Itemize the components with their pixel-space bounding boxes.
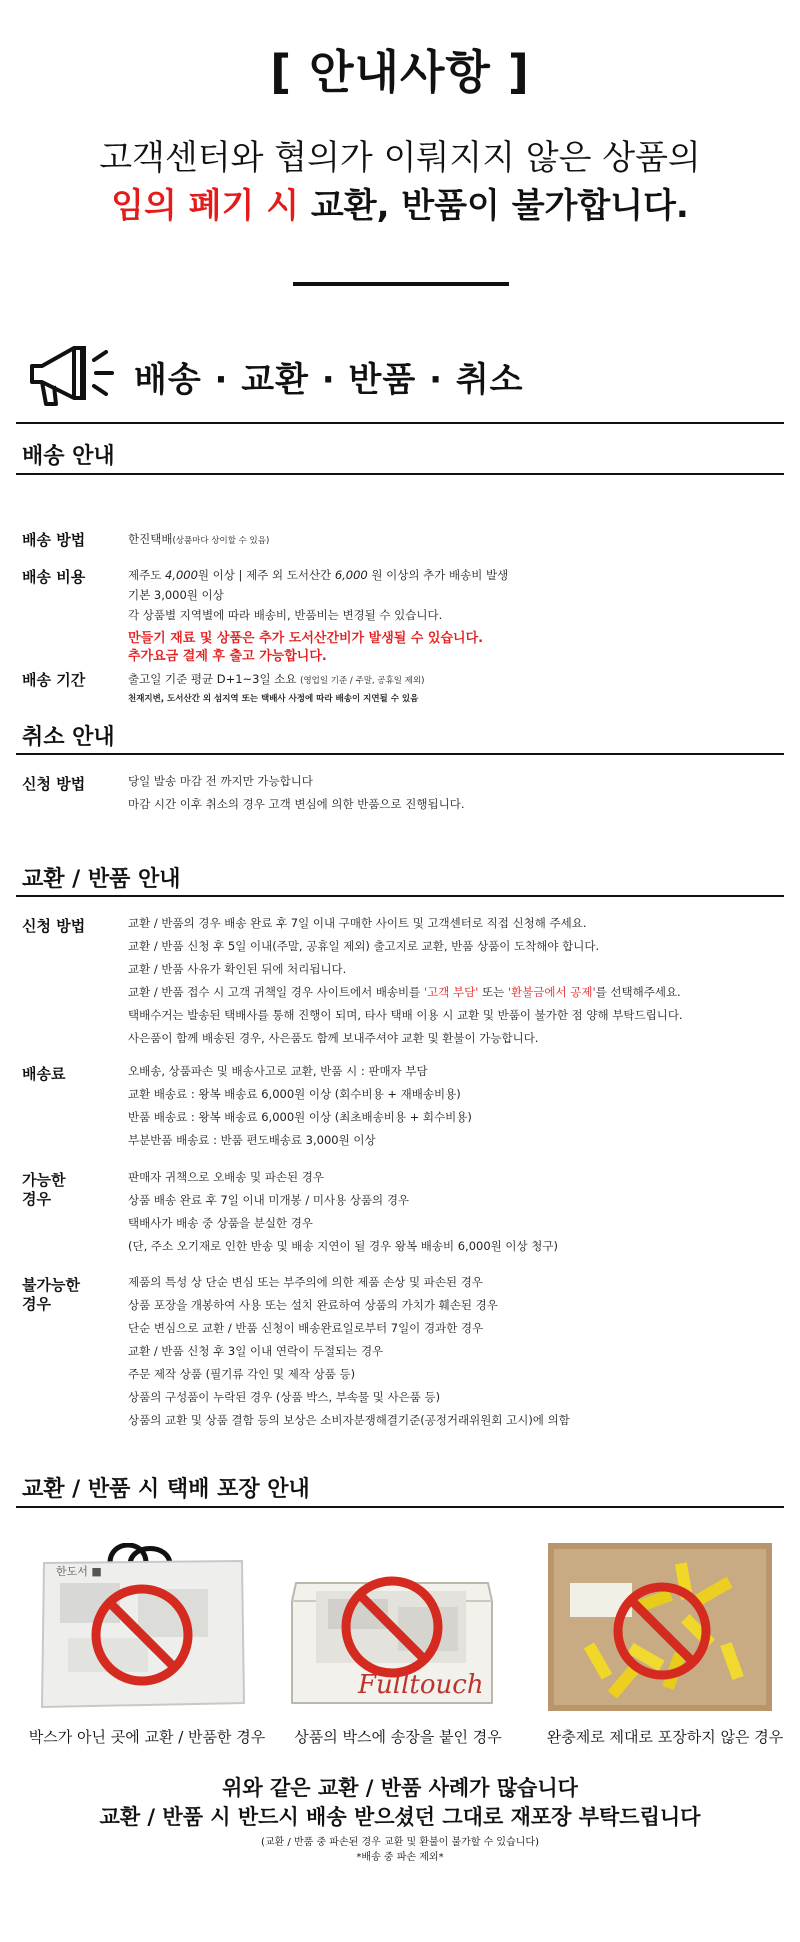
shipping-period-value: 출고일 기준 평균 D+1~3일 소요 — [128, 672, 297, 686]
shipping-cost-line-2: 기본 3,000원 이상 — [128, 588, 224, 602]
exchange-apply-line: 교환 / 반품 사유가 확인된 뒤에 처리됩니다. — [128, 962, 347, 976]
exchange-section-title: 교환 / 반품 안내 — [22, 867, 181, 892]
exchange-possible-label: 가능한 — [22, 1171, 66, 1189]
exchange-impossible-line: 주문 제작 상품 (필기류 각인 및 제작 상품 등) — [128, 1367, 356, 1381]
loose-items-caption: 완충제로 제대로 포장하지 않은 경우 — [546, 1728, 784, 1746]
section-rule — [16, 895, 784, 897]
shipping-method-note: (상품마다 상이할 수 있음) — [172, 536, 270, 546]
cancel-apply-label: 신청 방법 — [22, 775, 86, 793]
notice-line-2 — [0, 178, 800, 227]
apply-line4-red-refund: '환불금에서 공제' — [507, 985, 596, 999]
exchange-possible-line: (단, 주소 오기재로 인한 반송 및 배송 지연이 될 경우 왕복 배송비 6,000원 이상 청구) — [128, 1239, 558, 1253]
exchange-fee-line: 교환 배송료 : 왕복 배송료 6,000원 이상 (회수비용 + 재배송비용) — [128, 1087, 461, 1101]
cancel-line: 당일 발송 마감 전 까지만 가능합니다 — [128, 774, 313, 788]
cost-value-jeju: 4,000 — [164, 568, 198, 582]
megaphone-icon — [28, 342, 120, 408]
main-heading: 배송 · 교환 · 반품 · 취소 — [134, 360, 524, 400]
exchange-fee-label: 배송료 — [22, 1065, 66, 1083]
shipping-period-sub: 천재지변, 도서산간 외 섬지역 또는 택배사 사정에 따라 배송이 지연될 수 있음 — [128, 694, 419, 704]
exchange-impossible-line: 상품의 교환 및 상품 결함 등의 보상은 소비자분쟁해결기준(공정거래위원회 고시)에 의함 — [128, 1413, 570, 1427]
exchange-impossible-line: 교환 / 반품 신청 후 3일 이내 연락이 두절되는 경우 — [128, 1344, 384, 1358]
shipping-method-text — [128, 528, 269, 553]
exchange-possible-line: 판매자 귀책으로 오배송 및 파손된 경우 — [128, 1170, 325, 1184]
box-caption: 상품의 박스에 송장을 붙인 경우 — [294, 1728, 502, 1746]
shipping-method-value: 한진택배 — [128, 532, 173, 546]
cancel-line: 마감 시간 이후 취소의 경우 고객 변심에 의한 반품으로 진행됩니다. — [128, 797, 465, 811]
bag-brand-label: 한도서 ■ — [56, 1565, 102, 1578]
box-photo — [288, 1543, 498, 1711]
exchange-possible-label-2: 경우 — [22, 1190, 51, 1208]
exchange-apply-line — [128, 981, 681, 1004]
page-title: [ 안내사항 ] — [270, 45, 530, 99]
shipping-period-label: 배송 기간 — [22, 671, 86, 689]
apply-line4-text: 또는 — [478, 985, 508, 999]
exchange-possible-line: 상품 배송 완료 후 7일 이내 미개봉 / 미사용 상품의 경우 — [128, 1193, 410, 1207]
exchange-fee-line: 부분반품 배송료 : 반품 편도배송료 3,000원 이상 — [128, 1133, 376, 1147]
exchange-impossible-line: 제품의 특성 상 단순 변심 또는 부주의에 의한 제품 손상 및 파손된 경우 — [128, 1275, 483, 1289]
exchange-impossible-line: 상품의 구성품이 누락된 경우 (상품 박스, 부속물 및 사은품 등) — [128, 1390, 441, 1404]
exchange-impossible-label: 불가능한 — [22, 1276, 80, 1294]
exchange-apply-line: 사은품이 함께 배송된 경우, 사은품도 함께 보내주셔야 교환 및 환불이 가능합니다. — [128, 1031, 539, 1045]
exchange-fee-line: 반품 배송료 : 왕복 배송료 6,000원 이상 (최초배송비용 + 회수비용) — [128, 1110, 472, 1124]
cancel-section-title: 취소 안내 — [22, 725, 115, 750]
footer-line-2: 교환 / 반품 시 반드시 배송 받으셨던 그대로 재포장 부탁드립니다 — [99, 1805, 701, 1829]
shipping-period-text — [128, 668, 424, 693]
header-divider — [293, 282, 509, 286]
bag-photo — [38, 1543, 248, 1711]
exchange-apply-line: 택배수거는 발송된 택배사를 통해 진행이 되며, 타사 택배 이용 시 교환 및 반품이 불가한 점 양해 부탁드립니다. — [128, 1008, 683, 1022]
shipping-section-title: 배송 안내 — [22, 444, 115, 469]
shipping-cost-label: 배송 비용 — [22, 568, 86, 586]
shipping-method-label: 배송 방법 — [22, 531, 86, 549]
section-rule — [16, 1506, 784, 1508]
section-rule — [16, 422, 784, 424]
notice-line-1: 고객센터와 협의가 이뤄지지 않은 상품의 — [99, 138, 701, 178]
exchange-impossible-line: 상품 포장을 개봉하여 사용 또는 설치 완료하여 상품의 가치가 훼손된 경우 — [128, 1298, 498, 1312]
exchange-apply-label: 신청 방법 — [22, 917, 86, 935]
cost-text-c: 원 이상 | 제주 외 도서산간 — [197, 568, 335, 582]
shipping-cost-warning-2: 추가요금 결제 후 출고 가능합니다. — [128, 649, 327, 664]
section-rule — [16, 753, 784, 755]
apply-line4-text: 를 선택해주세요. — [595, 985, 681, 999]
footer-line-1: 위와 같은 교환 / 반품 사례가 많습니다 — [222, 1776, 578, 1800]
packaging-section-title: 교환 / 반품 시 택배 포장 안내 — [22, 1477, 310, 1502]
exchange-possible-line: 택배사가 배송 중 상품을 분실한 경우 — [128, 1216, 313, 1230]
footer-line-4: *배송 중 파손 제외* — [356, 1852, 444, 1863]
shipping-cost-warning-1: 만들기 재료 및 상품은 추가 도서산간비가 발생될 수 있습니다. — [128, 631, 484, 646]
exchange-fee-line: 오배송, 상품파손 및 배송사고로 교환, 반품 시 : 판매자 부담 — [128, 1064, 428, 1078]
apply-line4-red-customer: '고객 부담' — [423, 985, 479, 999]
cost-text-a: 제주도 — [128, 568, 165, 582]
notice-red-text: 임의 폐기 시 — [111, 186, 300, 226]
bag-caption: 박스가 아닌 곳에 교환 / 반품한 경우 — [28, 1728, 266, 1746]
loose-items-photo — [548, 1543, 772, 1711]
cost-text-e: 원 이상의 추가 배송비 발생 — [367, 568, 509, 582]
footer-line-3: (교환 / 반품 중 파손된 경우 교환 및 환불이 불가할 수 있습니다) — [261, 1837, 539, 1848]
section-rule — [16, 473, 784, 475]
apply-line4-text: 교환 / 반품 접수 시 고객 귀책일 경우 사이트에서 배송비를 — [128, 985, 424, 999]
exchange-apply-line: 교환 / 반품의 경우 배송 완료 후 7일 이내 구매한 사이트 및 고객센터로 직접 신청해 주세요. — [128, 916, 587, 930]
shipping-period-note: (영업일 기준 / 주말, 공휴일 제외) — [300, 676, 425, 686]
exchange-impossible-line: 단순 변심으로 교환 / 반품 신청이 배송완료일로부터 7일이 경과한 경우 — [128, 1321, 484, 1335]
exchange-apply-line: 교환 / 반품 신청 후 5일 이내(주말, 공휴일 제외) 출고지로 교환, 반품 상품이 도착해야 합니다. — [128, 939, 600, 953]
shipping-cost-line-3: 각 상품별 지역별에 따라 배송비, 반품비는 변경될 수 있습니다. — [128, 608, 443, 622]
box-brand-label: Fulltouch — [358, 1670, 484, 1700]
exchange-impossible-label-2: 경우 — [22, 1295, 51, 1313]
cost-value-island: 6,000 — [334, 568, 368, 582]
notice-rest-text: 교환, 반품이 불가합니다. — [299, 186, 689, 226]
